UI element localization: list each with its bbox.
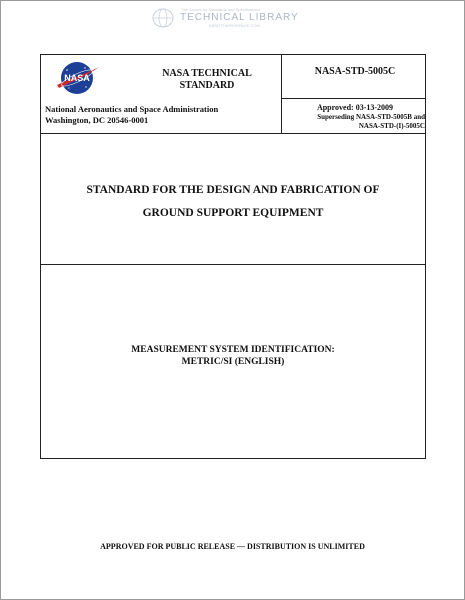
document-title-line1: STANDARD FOR THE DESIGN AND FABRICATION OF — [86, 184, 380, 196]
superseding-line1: Superseding NASA-STD-5005B and — [317, 113, 425, 121]
watermark-tagline: The Source for Standards and Specifications — [181, 7, 261, 12]
watermark-title: TECHNICAL LIBRARY — [180, 12, 299, 23]
agency-location: Washington, DC 20546-0001 — [45, 115, 149, 125]
approved-date: Approved: 03-13-2009 — [316, 103, 394, 112]
agency-address — [45, 104, 218, 126]
header-bottom-border — [41, 133, 425, 134]
superseding-note — [281, 113, 425, 131]
standard-type-line1: NASA TECHNICAL — [162, 68, 252, 79]
public-release-statement: APPROVED FOR PUBLIC RELEASE — DISTRIBUTION IS UNLIMITED — [100, 542, 365, 551]
document-title-line2: GROUND SUPPORT EQUIPMENT — [142, 207, 324, 219]
nasa-logo-icon — [55, 61, 101, 95]
standard-number: NASA-STD-5005C — [314, 66, 396, 77]
measurement-line1: MEASUREMENT SYSTEM IDENTIFICATION: — [131, 345, 335, 355]
section-divider — [41, 264, 425, 265]
header-divider-right — [281, 98, 426, 99]
standard-type-title — [133, 68, 281, 92]
measurement-line2: METRIC/SI (ENGLISH) — [181, 357, 285, 367]
nasa-logo-text: NASA — [64, 73, 90, 83]
measurement-system-identification — [41, 344, 425, 368]
standard-type-line2: STANDARD — [179, 80, 235, 91]
technical-library-watermark — [151, 7, 311, 29]
globe-icon — [151, 7, 175, 29]
watermark-subtitle: ABBOTTAEROSPACE.COM — [209, 23, 260, 28]
document-title — [41, 179, 425, 225]
cover-frame — [40, 54, 426, 459]
agency-name: National Aeronautics and Space Administration — [45, 104, 219, 114]
superseding-line2: NASA-STD-(I)-5005C — [358, 122, 425, 130]
